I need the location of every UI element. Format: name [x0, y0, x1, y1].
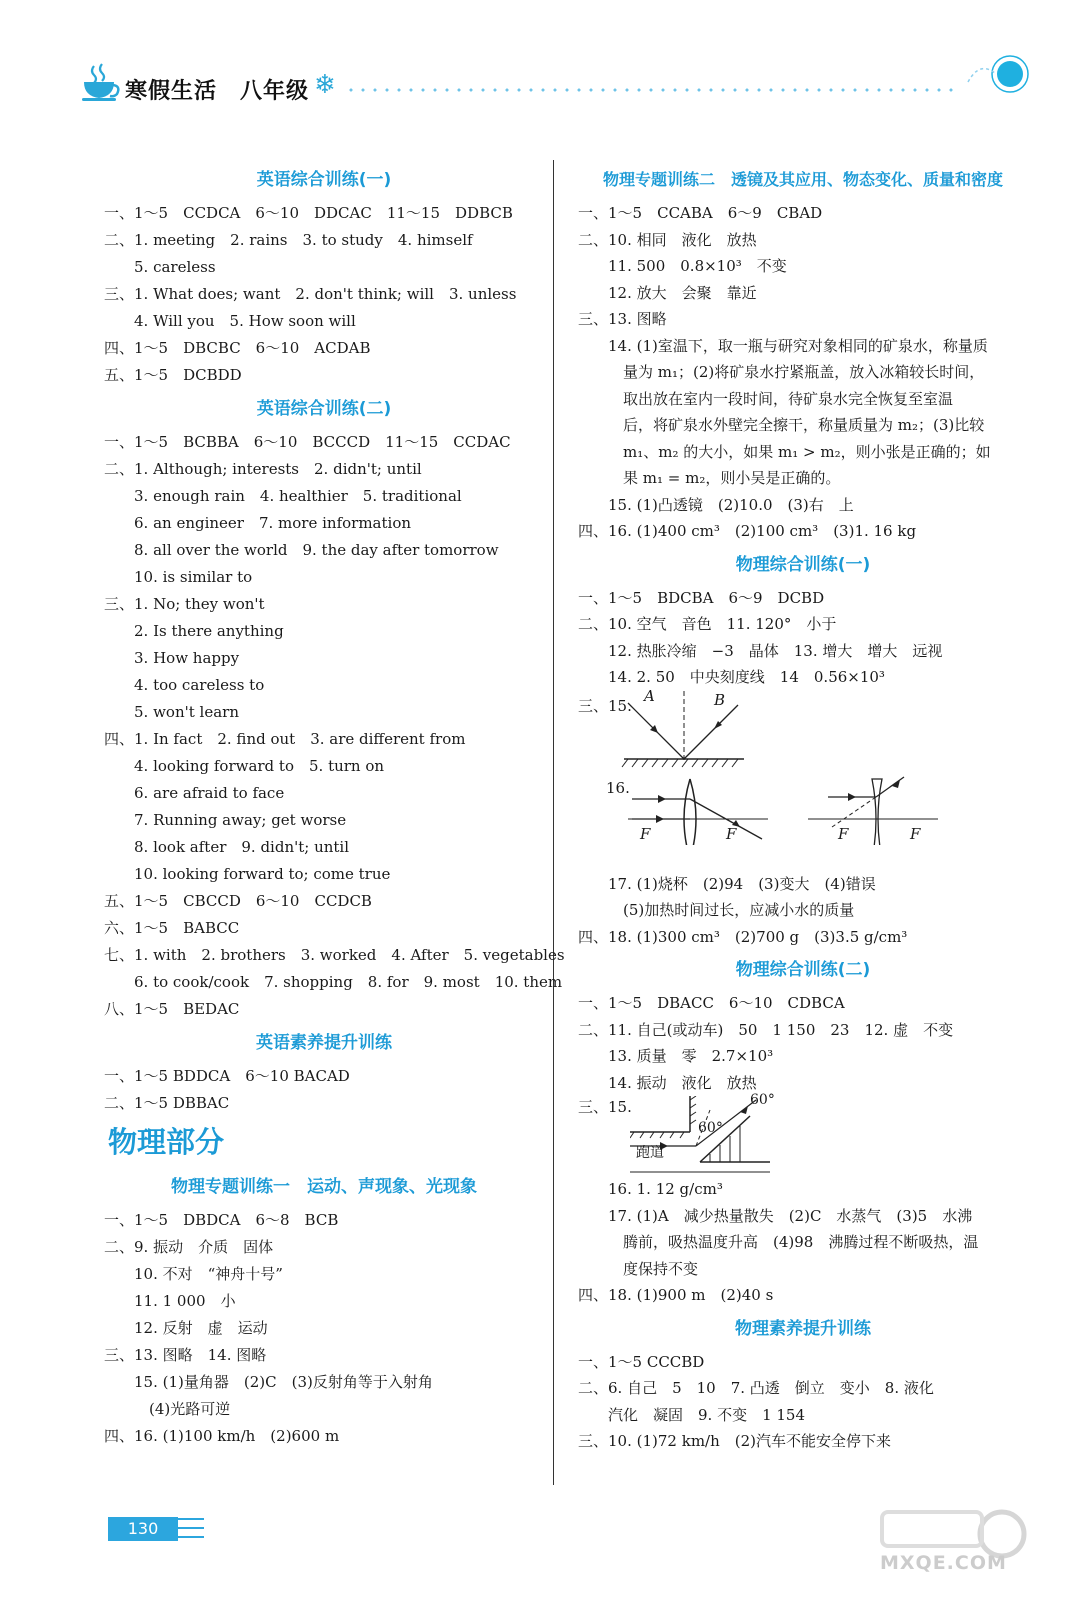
- answer-line: 5. won't learn: [104, 703, 239, 721]
- answer-line: 4. looking forward to 5. turn on: [104, 757, 385, 775]
- answer-line: 六、1～5 BABCC: [104, 919, 240, 937]
- answer-block-phy5: [578, 1349, 1028, 1455]
- answer-line: 12. 放大 会聚 靠近: [578, 283, 757, 302]
- answer-line: 一、1～5 CCDCA 6～10 DDCAC 11～15 DDBCB: [104, 204, 513, 222]
- answer-line: 取出放在室内一段时间，待矿泉水完全恢复至室温: [578, 389, 954, 408]
- answer-line: m₁、m₂ 的大小，如果 m₁ > m₂，则小张是正确的；如: [578, 442, 991, 461]
- answer-line: 四、16. (1)100 km/h (2)600 m: [104, 1427, 340, 1445]
- answer-line: 14. (1)室温下，取一瓶与研究对象相同的矿泉水，称量质: [578, 336, 988, 355]
- answer-line: 8. look after 9. didn't; until: [104, 838, 350, 856]
- answer-line: 15. (1)凸透镜 (2)10.0 (3)右 上: [578, 495, 854, 514]
- answer-line: 二、6. 自己 5 10 7. 凸透 倒立 变小 8. 液化: [578, 1379, 934, 1397]
- answer-line: 6. are afraid to face: [104, 784, 285, 802]
- answer-line: 二、10. 空气 音色 11. 120° 小于: [578, 615, 837, 633]
- answer-line: 3. How happy: [104, 649, 240, 667]
- runway-label: 跑道: [636, 1145, 664, 1161]
- section-title: 英语综合训练(二): [256, 399, 392, 419]
- answer-line: 二、1～5 DBBAC: [104, 1094, 230, 1112]
- answer-line: 四、18. (1)300 cm³ (2)700 g (3)3.5 g/cm³: [578, 927, 908, 946]
- dotted-divider: [345, 88, 955, 92]
- right-column: [578, 160, 1028, 1455]
- watermark-text: MXQE.COM: [880, 1552, 1007, 1574]
- answer-line: 三、1. No; they won't: [104, 595, 265, 613]
- answer-block-eng2: [104, 429, 565, 1023]
- focus-label: F: [726, 824, 737, 843]
- answer-line: (5)加热时间过长，应减小水的质量: [578, 901, 855, 919]
- answer-line: 11. 1 000 小: [104, 1292, 236, 1310]
- section-title: 物理专题训练二 透镜及其应用、物态变化、质量和密度: [602, 170, 1003, 189]
- answer-line: 量为 m₁；(2)将矿泉水拧紧瓶盖，放入冰箱较长时间，: [578, 363, 985, 381]
- focus-label: F: [838, 824, 849, 843]
- teacup-icon: [80, 62, 122, 102]
- answer-line: 3. enough rain 4. healthier 5. traditional: [104, 487, 462, 505]
- answer-line: 6. an engineer 7. more information: [104, 514, 412, 532]
- answer-block-eng3: [104, 1063, 544, 1117]
- answer-line: 7. Running away; get worse: [104, 811, 347, 829]
- answer-line: 三、10. (1)72 km/h (2)汽车不能安全停下来: [578, 1432, 892, 1450]
- answer-line: 四、18. (1)900 m (2)40 s: [578, 1286, 774, 1304]
- answer-line: 二、11. 自己(或动车) 50 1 150 23 12. 虚 不变: [578, 1020, 954, 1039]
- answer-block-phy2: [578, 200, 1028, 545]
- section-title: 物理专题训练一 运动、声现象、光现象: [171, 1177, 477, 1197]
- answer-line: 五、1～5 CBCCD 6～10 CCDCB: [104, 892, 372, 910]
- answer-line: 2. Is there anything: [104, 622, 284, 640]
- answer-block-phy4: [578, 990, 1028, 1309]
- answer-line: 一、1～5 CCABA 6～9 CBAD: [578, 204, 823, 222]
- answer-line: 8. all over the world 9. the day after tomorrow: [104, 541, 499, 559]
- answer-line: 三、13. 图略: [578, 310, 667, 328]
- answer-block-phy3: [578, 585, 1028, 951]
- answer-line: 一、1～5 BDCBA 6～9 DCBD: [578, 588, 825, 607]
- answer-line: 果 m₁ = m₂，则小吴是正确的。: [578, 469, 841, 487]
- focus-label: F: [910, 824, 921, 843]
- answer-line: 10. looking forward to; come true: [104, 865, 391, 883]
- physics-part-heading: 物理部分: [108, 1125, 225, 1159]
- page-number-decoration: [178, 1518, 204, 1542]
- answer-line: 度保持不变: [578, 1259, 699, 1278]
- section-title: 物理综合训练(二): [735, 960, 871, 980]
- answer-line: 二、1. meeting 2. rains 3. to study 4. himself: [104, 231, 473, 249]
- answer-line: 五、1～5 DCBDD: [104, 366, 242, 384]
- answer-line: 5. careless: [104, 258, 216, 276]
- answer-line: 14. 振动 液化 放热: [578, 1073, 757, 1092]
- angle-label: 60°: [698, 1120, 723, 1136]
- answer-line: 17. (1)烧杯 (2)94 (3)变大 (4)错误: [578, 874, 876, 893]
- left-column: [104, 160, 565, 1450]
- runway-figure: [578, 1092, 1028, 1176]
- section-title: 英语素养提升训练: [256, 1033, 392, 1053]
- snowflake-icon: ❄: [314, 70, 336, 100]
- answer-line: 四、1. In fact 2. find out 3. are different from: [104, 730, 466, 748]
- answer-line: 12. 热胀冷缩 −3 晶体 13. 增大 增大 远视: [578, 641, 943, 660]
- answer-line: 15. (1)量角器 (2)C (3)反射角等于入射角: [104, 1373, 433, 1391]
- answer-line: 10. 不对 “神舟十号”: [104, 1265, 283, 1283]
- answer-block-phy1: [104, 1207, 544, 1450]
- column-divider: [553, 160, 554, 1485]
- focus-label: F: [640, 824, 651, 843]
- answer-line: 二、1. Although; interests 2. didn't; until: [104, 460, 422, 478]
- answer-line: 二、9. 振动 介质 固体: [104, 1238, 274, 1256]
- answer-line: 汽化 凝固 9. 不变 1 154: [578, 1405, 806, 1424]
- section-title: 英语综合训练(一): [256, 170, 392, 190]
- reflection-diagram: [614, 691, 764, 775]
- answer-line: 三、1. What does; want 2. don't think; will 3. unless: [104, 285, 517, 303]
- answer-line: 13. 质量 零 2.7×10³: [578, 1047, 774, 1065]
- answer-line: 三、13. 图略 14. 图略: [104, 1346, 267, 1364]
- answer-line: 四、16. (1)400 cm³ (2)100 cm³ (3)1. 16 kg: [578, 522, 917, 540]
- section-title: 物理综合训练(一): [735, 554, 871, 575]
- ray-label-a: A: [644, 686, 655, 705]
- question-label: 三、15.: [578, 1098, 632, 1116]
- answer-line: 4. too careless to: [104, 676, 265, 694]
- answer-line: 11. 500 0.8×10³ 不变: [578, 257, 787, 275]
- answer-line: 七、1. with 2. brothers 3. worked 4. After 5. vegetables: [104, 946, 565, 964]
- answer-line: 二、10. 相同 液化 放热: [578, 230, 757, 249]
- answer-line: (4)光路可逆: [104, 1400, 231, 1418]
- question-label: 三、15.: [578, 696, 632, 715]
- ray-label-b: B: [714, 690, 726, 709]
- answer-line: 后，将矿泉水外壁完全擦干，称量质量为 m₂；(3)比较: [578, 416, 985, 434]
- answer-line: 16. 1. 12 g/cm³: [578, 1180, 723, 1198]
- answer-line: 17. (1)A 减少热量散失 (2)C 水蒸气 (3)5 水沸: [578, 1206, 973, 1225]
- question-label: 16.: [606, 778, 630, 797]
- answer-line: 腾前，吸热温度升高 (4)98 沸腾过程不断吸热，温: [578, 1233, 979, 1251]
- answer-line: 10. is similar to: [104, 568, 253, 586]
- answer-line: 一、1～5 CCCBD: [578, 1352, 705, 1371]
- header-grade: 八年级: [240, 79, 310, 104]
- swirl-decoration-icon: [960, 52, 1030, 97]
- answer-line: 6. to cook/cook 7. shopping 8. for 9. most 10. them: [104, 973, 563, 991]
- answer-line: 一、1～5 BCBBA 6～10 BCCCD 11～15 CCDAC: [104, 433, 511, 451]
- answer-line: 八、1～5 BEDAC: [104, 1000, 240, 1018]
- reflection-figure: [578, 686, 1028, 775]
- section-title: 物理素养提升训练: [735, 1318, 871, 1339]
- lens-figure: [578, 775, 1028, 871]
- answer-line: 一、1～5 DBACC 6～10 CDBCA: [578, 994, 845, 1012]
- answer-line: 14. 2. 50 中央刻度线 14 0.56×10³: [578, 668, 885, 686]
- header-title: 寒假生活: [125, 79, 218, 104]
- answer-line: 一、1～5 BDDCA 6～10 BACAD: [104, 1067, 350, 1085]
- answer-line: 4. Will you 5. How soon will: [104, 312, 356, 330]
- page-header: [0, 0, 1067, 120]
- answer-line: 四、1～5 DBCBC 6～10 ACDAB: [104, 339, 371, 357]
- angle-label: 60°: [750, 1092, 775, 1108]
- answer-line: 一、1～5 DBDCA 6～8 BCB: [104, 1211, 339, 1229]
- page-number: 130: [108, 1517, 178, 1541]
- answer-block-eng1: [104, 200, 544, 389]
- answer-line: 12. 反射 虚 运动: [104, 1319, 268, 1337]
